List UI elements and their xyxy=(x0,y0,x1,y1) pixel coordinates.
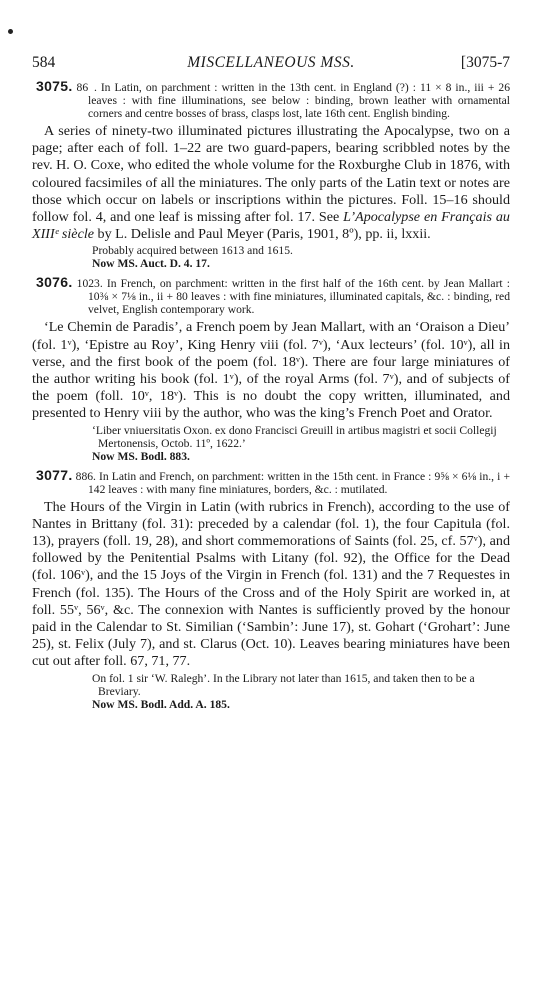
entry-3076-header xyxy=(36,276,510,316)
running-header xyxy=(32,54,510,76)
provenance-note: On fol. 1 sir ‘W. Ralegh’. In the Library not later than 1615, and taken then to be a Breviary. xyxy=(92,671,475,698)
entry-description: 86 . In Latin, on parchment : written in the 13th cent. in England (?) : 11 × 8 in., iii + 26 leaves : with fine illuminations, see below : binding, brown leather with ornamental corners and centre bosses of brass, clasps lost, late 16th cent. English binding. xyxy=(76,81,510,120)
entry-3076-paragraph: ‘Le Chemin de Paradis’, a French poem by Jean Mallart, with an ‘Oraison a Dieu’ (fol. 1ᵛ), ‘Epistre au Roy’, King Henry viii (fol. 7ᵛ), ‘Aux lecteurs’ (fol. 10ᵛ), all in verse, and the first book of the poem (fol. 18ᵛ). There are four large miniatures of the author writing his book (fol. 1ᵛ), of the royal Arms (fol. 7ᵛ), and of subjects of the poem (foll. 10ᵛ, 18ᵛ). This is no doubt the copy written, illuminated, and presented to Henry viii by the author, who was the king’s French Poet and Orator. xyxy=(32,319,510,422)
entry-3075-header xyxy=(36,80,510,120)
page-number: 584 xyxy=(32,54,56,71)
entry-number: 3076. xyxy=(36,274,73,291)
entry-3077-header xyxy=(36,466,510,496)
cited-title: L’Apocalypse en Français au XIIIᵉ siècle xyxy=(32,209,510,243)
shelfmark: Now MS. Auct. D. 4. 17. xyxy=(92,257,210,271)
entry-range: [3075-7 xyxy=(460,54,510,71)
margin-dot xyxy=(8,29,13,34)
provenance-note: ‘Liber vniuersitatis Oxon. ex dono Francisci Greuill in artibus magistri et socii Collegij Mertonensis, Octob. 11º, 1622.’ xyxy=(92,423,497,450)
entry-number: 3077. xyxy=(36,466,73,483)
provenance-note: Probably acquired between 1613 and 1615. xyxy=(92,244,293,258)
entry-description: 1023. In French, on parchment: written in the first half of the 16th cent. by Jean Mallart : 10⅜ × 7⅛ in., ii + 80 leaves : with fine miniatures, illuminated capitals, &c. : binding, red velvet, English contemporary work. xyxy=(76,277,510,317)
entry-3077-paragraph: The Hours of the Virgin in Latin (with rubrics in French), according to the use of Nantes in Brittany (fol. 31): preceded by a calendar (fol. 1), the four Capitula (fol. 13), prayers (foll. 19, 28), and short commemorations of Saints (fol. 25, cf. 57ᵛ), and followed by the Penitential Psalms with Litany (fol. 92), the Office for the Dead (fol. 106ᵛ), and the 15 Joys of the Virgin in French (fol. 131) and the 7 Requestes in French (fol. 135). The Hours of the Cross and of the Holy Spirit are worked in, at foll. 55ᵛ, 56ᵛ, &c. The connexion with Nantes is sufficiently proved by the honour paid in the Calendar to St. Similian (‘Sambin’: June 17), st. Gohart (‘Grohart’: June 25), st. Felix (July 7), and st. Clarus (Oct. 10). Leaves bearing miniatures have been cut out after foll. 67, 71, 77. xyxy=(32,498,510,670)
shelfmark: Now MS. Bodl. Add. A. 185. xyxy=(92,697,230,711)
page-title: MISCELLANEOUS MSS. xyxy=(187,54,355,71)
entry-3075-paragraph: A series of ninety-two illuminated pictures illustrating the Apocalypse, two on a page; after each of foll. 1–22 are two guard-papers, bearing scribbled notes by the rev. H. O. Coxe, who edited the whole volume for the Roxburghe Club in 1876, with coloured facsimiles of all the miniatures. The only parts of the Latin text or notes are those which occur on labels or inscriptions within the pictures. Foll. 15–16 should follow fol. 4, and one leaf is missing after fol. 17. See L’Apocalypse en Français au XIIIᵉ siècle by L. Delisle and Paul Meyer (Paris, 1901, 8º), pp. ii, lxxii. xyxy=(32,123,510,243)
shelfmark: Now MS. Bodl. 883. xyxy=(92,449,190,463)
entry-number: 3075. xyxy=(36,78,73,94)
page xyxy=(32,54,510,711)
entry-description: 886. In Latin and French, on parchment: written in the 15th cent. in France : 9⅝ × 6⅛ in., i + 142 leaves : with many fine miniatures, borders, &c. : mutilated. xyxy=(75,469,510,496)
